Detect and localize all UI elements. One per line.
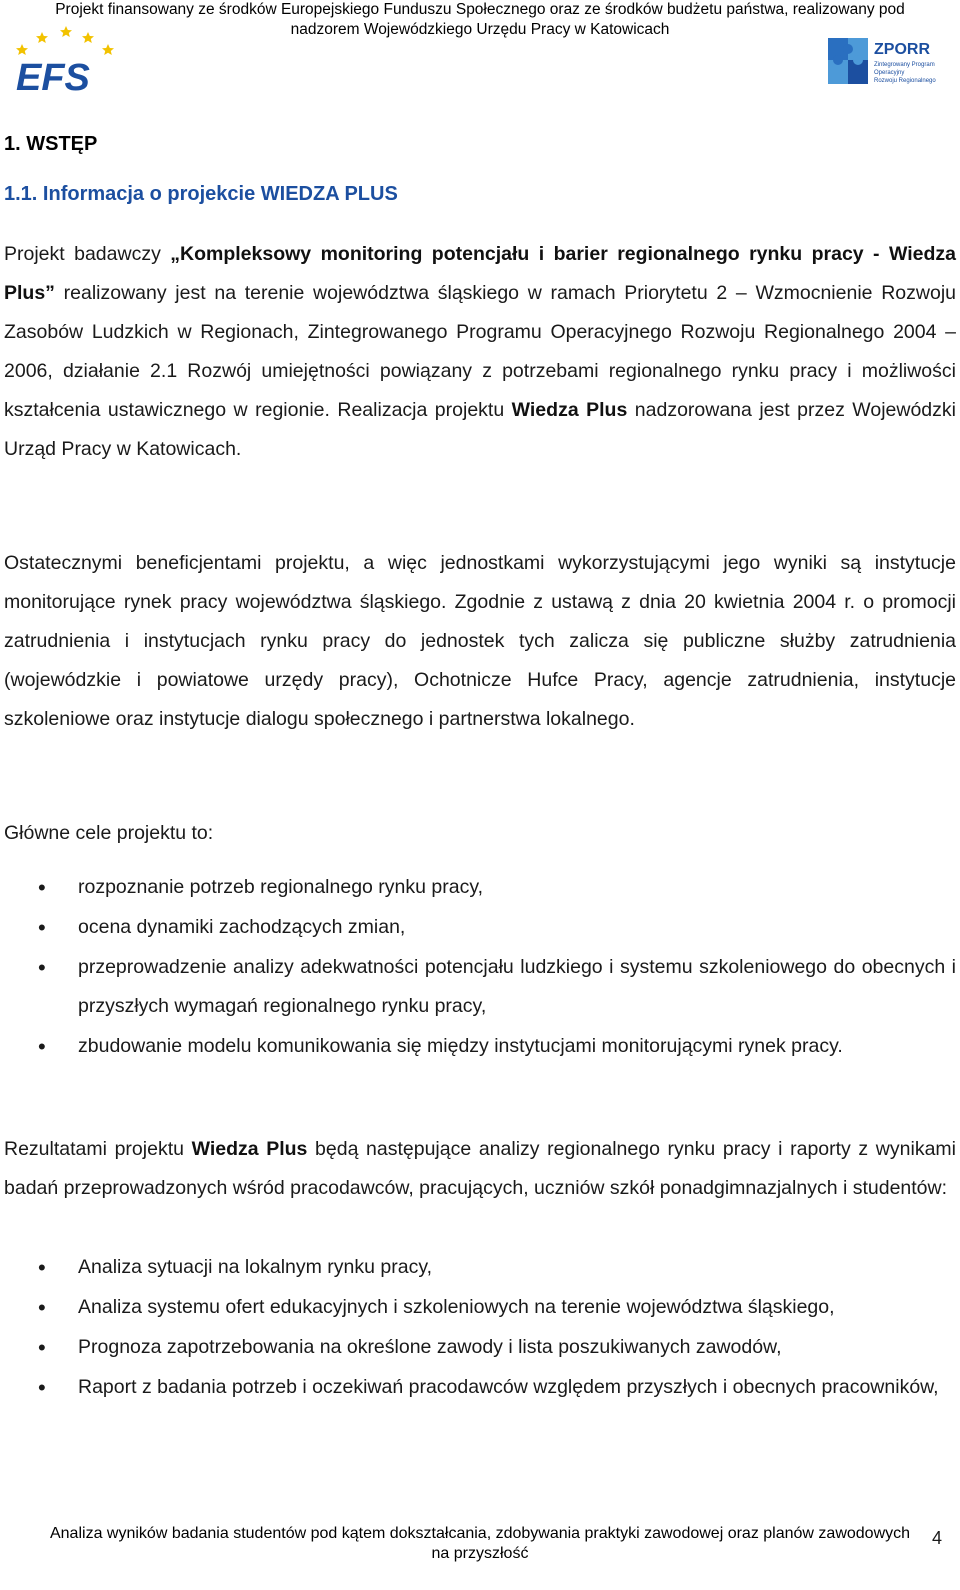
list-item: • Analiza systemu ofert edukacyjnych i szkoleniowych na terenie województwa śląskiego, [0,1288,956,1327]
section-heading: 1. WSTĘP [4,133,98,155]
svg-text:Operacyjny: Operacyjny [874,70,905,76]
funding-note [0,0,960,40]
subsection-heading: 1.1. Informacja o projekcie WIEDZA PLUS [4,183,398,205]
beneficiaries-paragraph: Ostatecznymi beneficjentami projektu, a więc jednostkami wykorzystującymi jego wyniki są instytucje monitorujące rynek pracy województwa śląskiego. Zgodnie z ustawą z dnia 20 kwietnia 2004 r. o promocji zatrudnienia i instytucjach rynku pracy do jednostek tych zalicza się publiczne służby zatrudnienia (wojewódzkie i powiatowe urzędy pracy), Ochotnicze Hufce Pracy, agencje zatrudnienia, instytucje szkoleniowe oraz instytucje dialogu społecznego i partnerstwa lokalnego. [4,552,956,730]
list-item: • przeprowadzenie analizy adekwatności potencjału ludzkiego i systemu szkoleniowego do obecnych i przyszłych wymagań regionalnego rynku pracy, [0,948,956,1026]
funding-line-2: nadzorem Wojewódzkiego Urzędu Pracy w Katowicach [290,21,670,38]
funding-line-1: Projekt finansowany ze środków Europejskiego Funduszu Społecznego oraz ze środków budżetu państwa, realizowany pod [55,1,905,18]
list-item: • rozpoznanie potrzeb regionalnego rynku pracy, [0,868,956,907]
page-footer [0,1524,960,1564]
zporr-logo [828,34,948,94]
page-number: 4 [931,1528,942,1548]
list-item: • Analiza sytuacji na lokalnym rynku pracy, [0,1248,956,1287]
goals-intro: Główne cele projektu to: [4,822,214,844]
results-list [0,1248,956,1407]
list-item: • Prognoza zapotrzebowania na określone zawody i lista poszukiwanych zawodów, [0,1328,956,1367]
footer-text: Analiza wyników badania studentów pod kątem dokształcania, zdobywania praktyki zawodowej oraz planów zawodowych na przyszłość [49,1525,911,1562]
intro-paragraph: Projekt badawczy „Kompleksowy monitoring potencjału i barier regionalnego rynku pracy - Wiedza Plus” realizowany jest na terenie województwa śląskiego w ramach Priorytetu 2 – Wzmocnienie Rozwoju Zasobów Ludzkich w Regionach, Zintegrowanego Programu Operacyjnego Rozwoju Regionalnego 2004 – 2006, działanie 2.1 Rozwój umiejętności powiązany z potrzebami regionalnego rynku pracy i możliwości kształcenia ustawicznego w regionie. Realizacja projektu Wiedza Plus nadzorowana jest przez Wojewódzki Urząd Pracy w Katowicach. [4,243,956,460]
list-item: • Raport z badania potrzeb i oczekiwań pracodawców względem przyszłych i obecnych pracowników, [0,1368,956,1407]
eu-stars-icon [16,26,114,55]
list-item: • zbudowanie modelu komunikowania się między instytucjami monitorującymi rynek pracy. [0,1027,956,1066]
svg-text:EFS: EFS [16,57,90,94]
list-item: • ocena dynamiki zachodzących zmian, [0,908,956,947]
efs-logo [14,22,124,94]
puzzle-icon [828,38,868,84]
results-paragraph: Rezultatami projektu Wiedza Plus będą następujące analizy regionalnego rynku pracy i raporty z wynikami badań przeprowadzonych wśród pracodawców, pracujących, uczniów szkół ponadgimnazjalnych i studentów: [4,1138,956,1199]
goals-list [0,868,956,1066]
svg-text:ZPORR: ZPORR [874,41,930,58]
svg-text:Rozwoju Regionalnego: Rozwoju Regionalnego [874,78,936,84]
svg-text:Zintegrowany Program: Zintegrowany Program [874,62,935,68]
